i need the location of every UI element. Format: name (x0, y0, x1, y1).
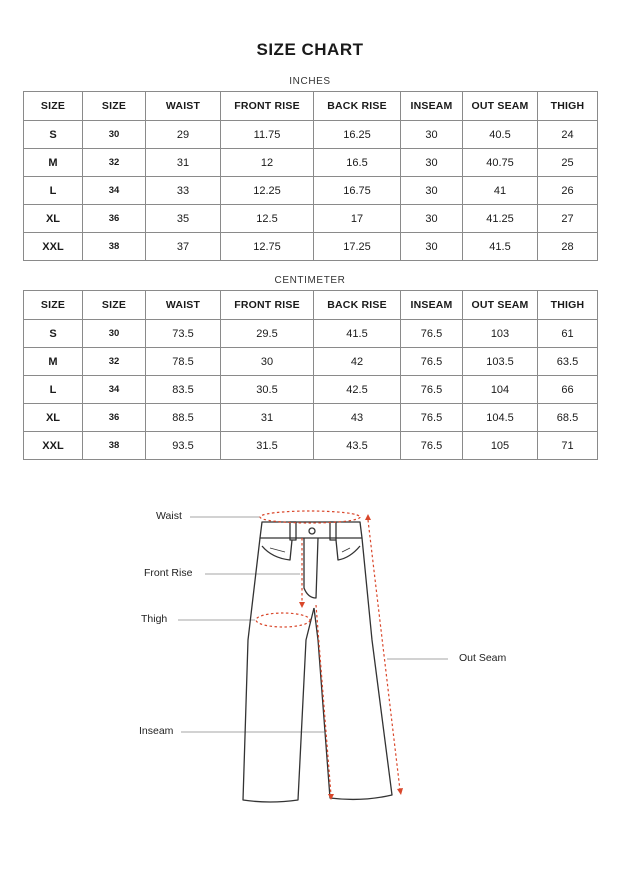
column-header: THIGH (538, 92, 598, 121)
measurement-cell: 30 (401, 149, 463, 177)
measurement-cell: 31 (221, 404, 314, 432)
measurement-cell: 61 (538, 320, 598, 348)
front-rise-label: Front Rise (144, 567, 193, 579)
column-header: INSEAM (401, 291, 463, 320)
column-header: FRONT RISE (221, 291, 314, 320)
size-number-cell: 30 (83, 121, 146, 149)
measurement-cell: 103 (463, 320, 538, 348)
jeans-measurement-icon (0, 490, 620, 820)
column-header: INSEAM (401, 92, 463, 121)
size-letter-cell: S (24, 320, 83, 348)
size-number-cell: 32 (83, 149, 146, 177)
front-rise-arrow (299, 602, 305, 608)
size-letter-cell: L (24, 376, 83, 404)
measurement-cell: 12.75 (221, 233, 314, 261)
measurement-cell: 43.5 (314, 432, 401, 460)
measurement-cell: 12.5 (221, 205, 314, 233)
measurement-cell: 88.5 (146, 404, 221, 432)
size-letter-cell: M (24, 348, 83, 376)
right-leg (314, 538, 392, 799)
measurement-cell: 40.75 (463, 149, 538, 177)
size-letter-cell: XL (24, 404, 83, 432)
measurement-cell: 17 (314, 205, 401, 233)
measurement-cell: 42 (314, 348, 401, 376)
measurement-cell: 78.5 (146, 348, 221, 376)
table-row (24, 404, 598, 432)
measurement-cell: 11.75 (221, 121, 314, 149)
measurement-cell: 105 (463, 432, 538, 460)
inches-caption: INCHES (289, 76, 331, 87)
measurement-cell: 73.5 (146, 320, 221, 348)
measurement-cell: 16.25 (314, 121, 401, 149)
measurement-cell: 37 (146, 233, 221, 261)
table-row (24, 320, 598, 348)
measurement-cell: 41.5 (463, 233, 538, 261)
measurement-cell: 71 (538, 432, 598, 460)
table-row (24, 149, 598, 177)
jeans-outline (243, 522, 392, 802)
column-header: OUT SEAM (463, 291, 538, 320)
measurement-cell: 30.5 (221, 376, 314, 404)
button (309, 528, 315, 534)
measurement-cell: 63.5 (538, 348, 598, 376)
column-header: FRONT RISE (221, 92, 314, 121)
measurement-cell: 42.5 (314, 376, 401, 404)
measurement-cell: 66 (538, 376, 598, 404)
measurement-cell: 43 (314, 404, 401, 432)
measurement-cell: 16.5 (314, 149, 401, 177)
inseam-measure (316, 605, 331, 795)
table-row (24, 121, 598, 149)
fly (304, 538, 318, 598)
out-seam-arrow-bottom (397, 788, 403, 795)
column-header: SIZE (83, 291, 146, 320)
column-header: SIZE (83, 92, 146, 121)
waistband (260, 522, 362, 538)
size-number-cell: 38 (83, 432, 146, 460)
measurement-cell: 41.25 (463, 205, 538, 233)
measurement-cell: 41.5 (314, 320, 401, 348)
measurement-cell: 103.5 (463, 348, 538, 376)
measurement-cell: 26 (538, 177, 598, 205)
size-number-cell: 34 (83, 376, 146, 404)
measurement-cell: 41 (463, 177, 538, 205)
column-header: OUT SEAM (463, 92, 538, 121)
table-row (24, 432, 598, 460)
table-row (24, 205, 598, 233)
jeans-measurement-diagram (0, 490, 620, 825)
measurement-cell: 24 (538, 121, 598, 149)
waist-label: Waist (156, 510, 182, 522)
measurement-cell: 30 (221, 348, 314, 376)
size-number-cell: 34 (83, 177, 146, 205)
size-number-cell: 36 (83, 404, 146, 432)
right-pocket (336, 540, 360, 560)
measurement-cell: 25 (538, 149, 598, 177)
measurement-cell: 40.5 (463, 121, 538, 149)
measurement-cell: 29.5 (221, 320, 314, 348)
column-header: BACK RISE (314, 291, 401, 320)
measurement-cell: 104.5 (463, 404, 538, 432)
column-header: THIGH (538, 291, 598, 320)
size-letter-cell: XXL (24, 233, 83, 261)
inseam-label: Inseam (139, 725, 174, 737)
measurement-cell: 31.5 (221, 432, 314, 460)
table-row (24, 348, 598, 376)
measurement-cell: 76.5 (401, 404, 463, 432)
measurement-cell: 93.5 (146, 432, 221, 460)
size-number-cell: 36 (83, 205, 146, 233)
measurement-cell: 16.75 (314, 177, 401, 205)
measurement-cell: 68.5 (538, 404, 598, 432)
size-number-cell: 32 (83, 348, 146, 376)
table-header-row (24, 291, 598, 320)
measurement-cell: 31 (146, 149, 221, 177)
measurement-cell: 76.5 (401, 320, 463, 348)
out-seam-arrow-top (365, 514, 371, 520)
out-seam-label: Out Seam (459, 652, 507, 664)
measurement-cell: 33 (146, 177, 221, 205)
measurement-cell: 76.5 (401, 348, 463, 376)
measurement-cell: 17.25 (314, 233, 401, 261)
measurement-cell: 29 (146, 121, 221, 149)
belt-loop (290, 522, 296, 540)
thigh-label: Thigh (141, 613, 168, 625)
measurement-cell: 12 (221, 149, 314, 177)
column-header: SIZE (24, 291, 83, 320)
size-number-cell: 38 (83, 233, 146, 261)
measurement-cell: 104 (463, 376, 538, 404)
table-row (24, 233, 598, 261)
size-letter-cell: M (24, 149, 83, 177)
size-number-cell: 30 (83, 320, 146, 348)
measurement-cell: 35 (146, 205, 221, 233)
column-header: BACK RISE (314, 92, 401, 121)
belt-loop (330, 522, 336, 540)
out-seam-measure (368, 520, 400, 790)
measurement-cell: 30 (401, 205, 463, 233)
measurement-cell: 30 (401, 121, 463, 149)
measurement-cell: 12.25 (221, 177, 314, 205)
size-letter-cell: XL (24, 205, 83, 233)
table-row (24, 376, 598, 404)
table-row (24, 177, 598, 205)
inseam-arrow (328, 794, 334, 800)
centimeter-caption: CENTIMETER (274, 275, 346, 286)
measurement-cell: 83.5 (146, 376, 221, 404)
centimeter-size-table (23, 290, 598, 460)
measurement-cell: 30 (401, 233, 463, 261)
inches-size-table (23, 91, 598, 261)
size-letter-cell: L (24, 177, 83, 205)
table-header-row (24, 92, 598, 121)
measurement-cell: 27 (538, 205, 598, 233)
size-letter-cell: XXL (24, 432, 83, 460)
measurement-cell: 76.5 (401, 432, 463, 460)
waist-measure (260, 511, 360, 523)
column-header: WAIST (146, 291, 221, 320)
page-title: SIZE CHART (256, 40, 364, 59)
measurement-cell: 76.5 (401, 376, 463, 404)
size-letter-cell: S (24, 121, 83, 149)
column-header: SIZE (24, 92, 83, 121)
thigh-measure (256, 613, 310, 627)
measurement-cell: 30 (401, 177, 463, 205)
measurement-cell: 28 (538, 233, 598, 261)
column-header: WAIST (146, 92, 221, 121)
